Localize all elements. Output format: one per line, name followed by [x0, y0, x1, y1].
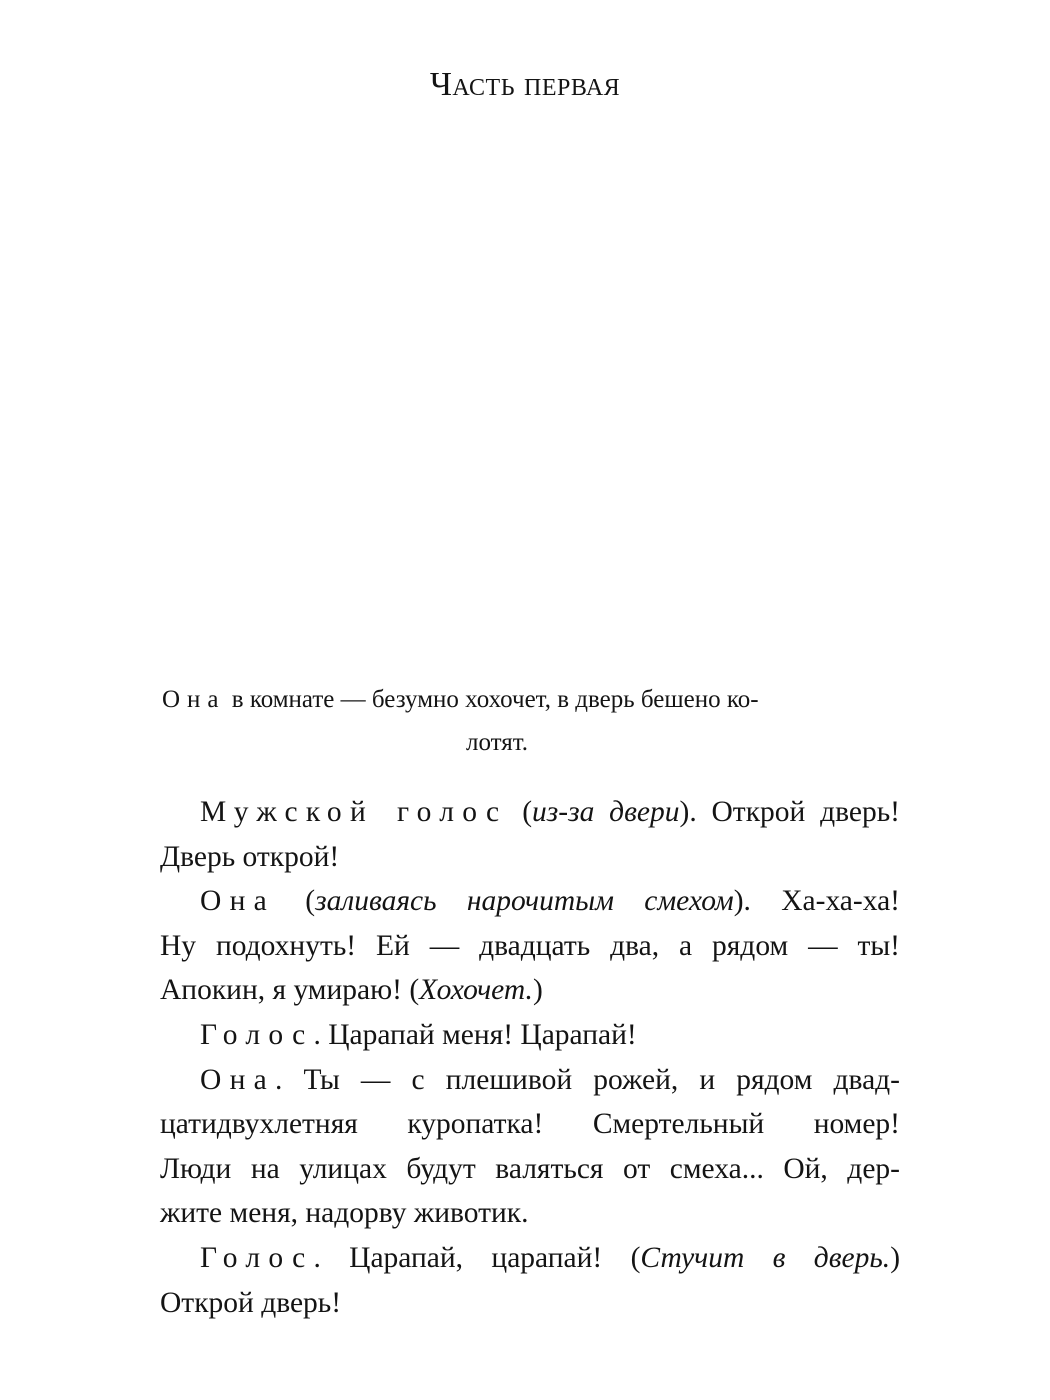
replica-line: цатидвухлетняя куропатка! Смертельный номер! [160, 1108, 900, 1141]
replica-voice [160, 1236, 900, 1325]
replica-line [160, 1236, 900, 1281]
stage-direction-text-line1: в комнате — безумно хохочет, в дверь бешено ко- [231, 686, 759, 713]
replica-text: ) [532, 974, 543, 1007]
stage-direction-text-line2: лотят. [465, 729, 529, 756]
speaker-name: Голос [200, 1018, 314, 1051]
part-title: Часть первая [429, 66, 621, 103]
replica-text: . Ты — с плешивой рожей, и рядом двад- [274, 1063, 900, 1096]
replica-text: Апокин, я умираю! ( [160, 974, 420, 1007]
replica-text: ) [890, 1241, 901, 1274]
replica-line: Ну подохнуть! Ей — двадцать два, а рядом — ты! [160, 929, 900, 962]
stage-remark: Хохочет. [419, 974, 533, 1007]
replica-text: ( [274, 885, 316, 918]
speaker-name: Она [200, 1063, 275, 1096]
replica-line [160, 790, 900, 835]
replica-text: ( [507, 796, 533, 828]
replica-line: Открой дверь! [160, 1286, 342, 1319]
replica-she [160, 879, 900, 1013]
stage-remark: из-за двери [532, 796, 680, 828]
replica-line [160, 1058, 900, 1103]
stage-remark: Стучит в дверь. [640, 1241, 891, 1274]
replica-line: жите меня, надорву животик. [160, 1197, 529, 1230]
replica-line [160, 879, 900, 924]
speaker-name: Голос [200, 1241, 314, 1274]
speaker-name: Мужской голос [200, 796, 508, 828]
replica-line: Люди на улицах будут валяться от смеха... Ой, дер- [160, 1152, 900, 1185]
replica-text: . Царапай, царапай! ( [313, 1241, 641, 1274]
stage-direction [162, 678, 902, 764]
replica-text: ). Ха-ха-ха! [733, 885, 900, 918]
replica-line [160, 1013, 900, 1058]
replica-text: ). Открой дверь! [679, 796, 901, 828]
speaker-name: Она [200, 885, 275, 918]
stage-remark: заливаясь нарочитым смехом [315, 885, 734, 918]
dialogue [160, 790, 900, 1325]
replica-line: Дверь открой! [160, 840, 340, 873]
replica-male-voice [160, 790, 900, 879]
replica-text: . Царапай меня! Царапай! [313, 1018, 637, 1051]
replica-she [160, 1058, 900, 1236]
replica-voice [160, 1013, 900, 1058]
stage-direction-speaker: Она [162, 686, 226, 713]
replica-line [160, 968, 900, 1013]
